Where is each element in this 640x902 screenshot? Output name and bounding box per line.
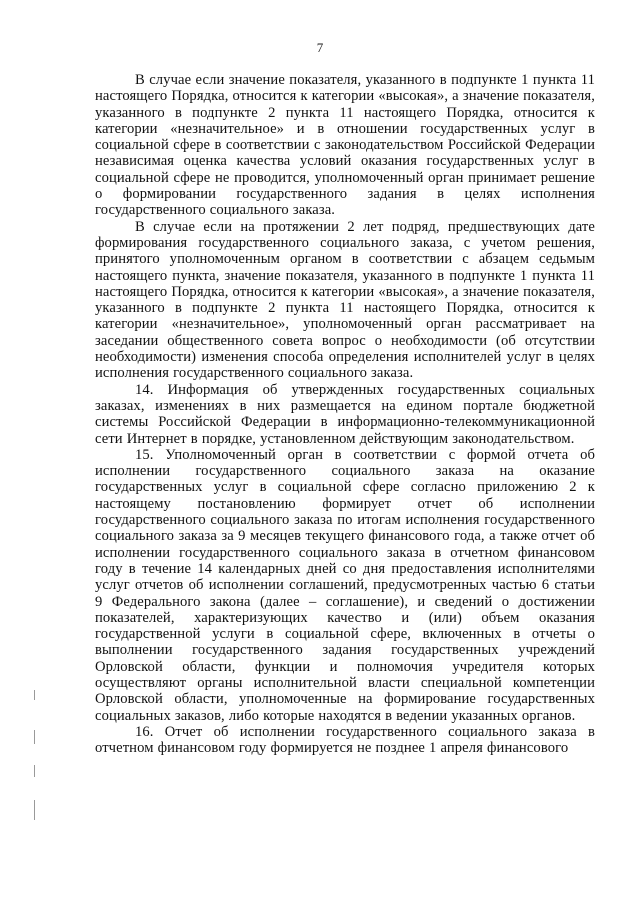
page-number: 7 bbox=[316, 40, 324, 55]
margin-mark bbox=[34, 690, 35, 700]
paragraph-item-16: 16. Отчет об исполнении государственного социального заказа в отчетном финансовом году формируется не позднее 1 апреля финансового bbox=[95, 723, 595, 757]
margin-mark bbox=[34, 730, 35, 744]
paragraph-item-14: 14. Информация об утвержденных государственных социальных заказах, изменениях в них размещается на едином портале бюджетной системы Российской Федерации в информационно-телекоммуникационной сети Интернет в порядке, установленном действующим законодательством. bbox=[95, 381, 595, 447]
paragraph-high-category-decision: В случае если значение показателя, указанного в подпункте 1 пункта 11 настоящего Порядка, относится к категории «высокая», а значение показателя, указанного в подпункте 2 пункта 11 настоящего Порядка, относится к категории «незначительное» и в отношении государственных услуг в социальной сфере в соответствии с законодательством Российской Федерации независимая оценка качества условий оказания государственных услуг в социальной сфере не проводится, уполномоченный орган принимает решение о формировании государственного задания в целях исполнения государственного социального заказа. bbox=[95, 72, 595, 219]
margin-mark bbox=[34, 800, 35, 820]
margin-scan-marks bbox=[34, 690, 36, 830]
paragraph-item-15: 15. Уполномоченный орган в соответствии с формой отчета об исполнении государственного социального заказа на оказание государственных услуг в социальной сфере согласно приложению 2 к настоящему постановлению формирует отчет об исполнении государственного социального заказа по итогам исполнения государственного социального заказа за 9 месяцев текущего финансового года, а также отчет об исполнении государственного социального заказа в отчетном финансовом году в течение 14 календарных дней со дня предоставления исполнителями услуг отчетов об исполнении соглашений, предусмотренных частью 6 статьи 9 Федерального закона (далее – соглашение), и сведений о достижении показателей, характеризующих качество и (или) объем оказания государственной услуги в социальной сфере, включенных в отчеты о выполнении государственного задания государственных учреждений Орловской области, функции и полномочия учредителя которых осуществляют органы исполнительной власти специальной компетенции Орловской области, уполномоченные на формирование государственных социальных заказов, либо которые находятся в ведении указанных органов. bbox=[95, 446, 595, 724]
paragraph-two-year-review: В случае если на протяжении 2 лет подряд, предшествующих дате формирования государственного социального заказа, с учетом решения, принятого уполномоченным органом в соответствии с абзацем седьмым настоящего пункта, значение показателя, указанного в подпункте 1 пункта 11 настоящего Порядка, относится к категории «высокая», а значение показателя, указанного в подпункте 2 пункта 11 настоящего Порядка, относится к категории «незначительное», уполномоченный орган рассматривает на заседании общественного совета вопрос о необходимости (об отсутствии необходимости) изменения способа определения исполнителей услуг в целях исполнения государственного социального заказа. bbox=[95, 218, 595, 382]
document-body bbox=[95, 72, 595, 756]
margin-mark bbox=[34, 765, 35, 777]
